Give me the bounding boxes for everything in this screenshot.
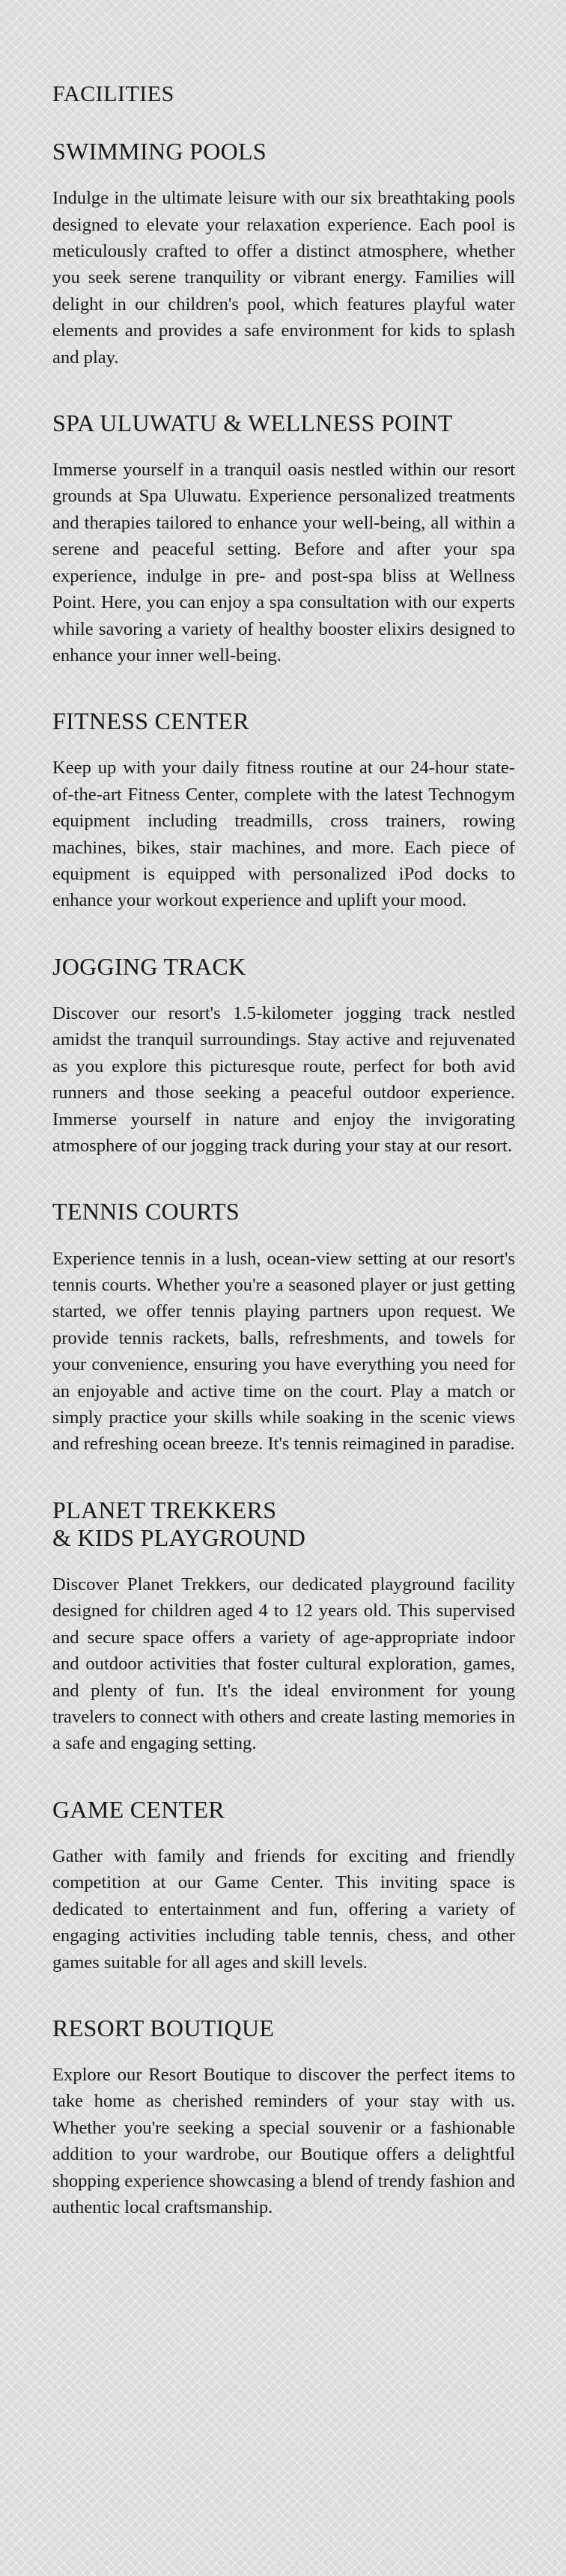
section-title [52, 2015, 515, 2042]
section-text: Immerse yourself in a tranquil oasis nestled within our resort grounds at Spa Uluwatu. Experience personalized treatments and therapies tailored to enhance your well-being, all within a serene and peaceful setting. Before and after your spa experience, indulge in pre- and post-spa bliss at Wellness Point. Here, you can enjoy a spa consultation with our experts while savoring a variety of healthy booster elixirs designed to enhance your inner well-being. [52, 460, 515, 666]
section-title-line: GAME CENTER [52, 1795, 225, 1823]
section-title-line: RESORT BOUTIQUE [52, 2014, 275, 2041]
section-game-center [52, 1796, 515, 1976]
section-title [52, 138, 515, 165]
section-fitness-center [52, 707, 515, 914]
section-title-line: FITNESS CENTER [52, 707, 249, 735]
section-title [52, 1796, 515, 1824]
section-text: Explore our Resort Boutique to discover the perfect items to take home as cherished reminders of your stay with us. Whether you're seeking a special souvenir or a fashionable addition to your wardrobe, our Boutique offers a delightful shopping experience showcasing a blend of trendy fashion and authentic local craftsmanship. [52, 2065, 515, 2218]
section-title-line: SPA ULUWATU & WELLNESS POINT [52, 409, 453, 436]
page-title: FACILITIES [52, 82, 174, 106]
section-planet-trekkers [52, 1496, 515, 1757]
section-spa-uluwatu [52, 409, 515, 669]
section-resort-boutique [52, 2015, 515, 2221]
section-title-line: JOGGING TRACK [52, 952, 246, 980]
section-title [52, 953, 515, 981]
section-text: Keep up with your daily fitness routine at our 24-hour state-of-the-art Fitness Center, complete with the latest Technogym equipment including treadmills, cross trainers, rowing machines, bikes, stair machines, and more. Each piece of equipment is equipped with personalized iPod docks to enhance your workout experience and uplift your mood. [52, 758, 515, 911]
section-tennis-courts [52, 1198, 515, 1457]
section-title-line: SWIMMING POOLS [52, 138, 267, 165]
section-title [52, 1198, 515, 1225]
section-title-line: & KIDS PLAYGROUND [52, 1523, 306, 1551]
section-title [52, 707, 515, 735]
section-text: Experience tennis in a lush, ocean-view setting at our resort's tennis courts. Whether you're a seasoned player or just getting started, we offer tennis playing partners upon request. We provide tennis rackets, balls, refreshments, and towels for your convenience, ensuring you have everything you need for an enjoyable and active time on the court. Play a match or simply practice your skills while soaking in the scenic views and refreshing ocean breeze. It's tennis reimagined in paradise. [52, 1248, 515, 1455]
section-text: Discover our resort's 1.5-kilometer jogging track nestled amidst the tranquil surroundings. Stay active and rejuvenated as you explore this picturesque route, perfect for both avid runners and those seeking a peaceful outdoor experience. Immerse yourself in nature and enjoy the invigorating atmosphere of our jogging track during your stay at our resort. [52, 1002, 515, 1156]
section-title-line: PLANET TREKKERS [52, 1496, 277, 1523]
section-text: Indulge in the ultimate leisure with our six breathtaking pools designed to elevate your relaxation experience. Each pool is meticulously crafted to offer a distinct atmosphere, whether you seek serene tranquility or vibrant energy. Families will delight in our children's pool, which features playful water elements and provides a safe environment for kids to splash and play. [52, 188, 515, 368]
section-jogging-track [52, 953, 515, 1160]
section-title [52, 1496, 515, 1552]
section-title-line: TENNIS COURTS [52, 1198, 240, 1225]
section-swimming-pools [52, 138, 515, 371]
section-text: Gather with family and friends for exciting and friendly competition at our Game Center. This inviting space is dedicated to entertainment and fun, offering a variety of engaging activities including table tennis, chess, and other games suitable for all ages and skill levels. [52, 1845, 515, 1973]
section-title [52, 409, 515, 437]
section-text: Discover Planet Trekkers, our dedicated playground facility designed for children aged 4 to 12 years old. This supervised and secure space offers a variety of age-appropriate indoor and outdoor activities that foster cultural exploration, games, and plenty of fun. It's the ideal environment for young travelers to connect with others and create lasting memories in a safe and engaging setting. [52, 1574, 515, 1754]
